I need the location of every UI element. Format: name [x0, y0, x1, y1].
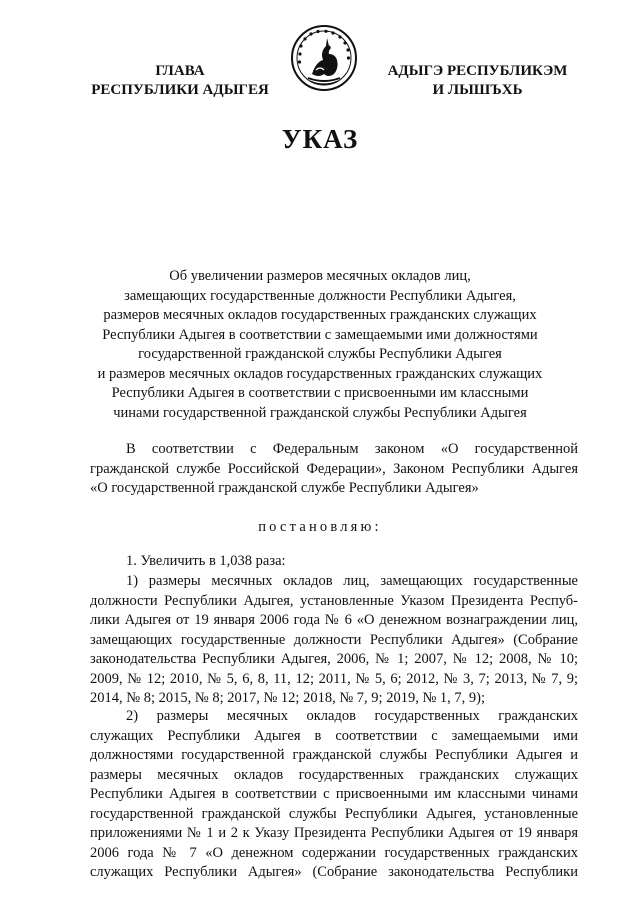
- title-line: замещающих государственные должности Республики Адыгея,: [124, 287, 516, 304]
- item-1-line: 1. Увеличить в 1,038 раза:: [126, 553, 286, 569]
- title-line: чинами государственной гражданской службы Республики Адыгея: [113, 404, 527, 421]
- subitem-1-line: замещающих государственные должности Республики Адыгея» (Собрание: [90, 631, 578, 648]
- subitem-2-line: должностями государственной гражданской службы Республики Адыгея и: [90, 747, 578, 763]
- title-line: Республики Адыгея в соответствии с замещаемыми ими должностями: [102, 326, 538, 343]
- subitem-2-line: государственной гражданской службы Республики Адыгея, установленные: [90, 805, 578, 822]
- header-left: [80, 62, 280, 100]
- title-line: Об увеличении размеров месячных окладов лиц,: [169, 268, 471, 284]
- subitem-2-line: служащих Республики Адыгея» (Собрание законодательства Республики: [90, 864, 578, 880]
- preamble-line: В соответствии с Федеральным законом «О государственной: [126, 441, 578, 457]
- header-right: [375, 62, 580, 100]
- subitem-1-line: должности Республики Адыгея, установленные Указом Президента Респуб-: [90, 592, 578, 609]
- coat-of-arms-icon: [290, 24, 358, 92]
- document-type: УКАЗ: [281, 124, 359, 154]
- title-line: Республики Адыгея в соответствии с присвоенными им классными: [111, 385, 529, 401]
- title-line: и размеров месячных окладов государственных гражданских служащих: [97, 365, 543, 382]
- header-left-line-1: ГЛАВА: [155, 63, 205, 79]
- preamble-line: гражданской службе Российской Федерации», Законом Республики Адыгея: [90, 460, 578, 477]
- subitem-1-paragraph: [90, 572, 578, 709]
- subitem-1-line: законодательства Республики Адыгея, 2006, № 1; 2007, № 12; 2008, № 10;: [90, 651, 578, 667]
- header-right-line-2: И ЛЫШЪХЬ: [432, 82, 523, 98]
- title-line: государственной гражданской службы Республики Адыгея: [138, 346, 502, 362]
- subitem-2-line: 2) размеры месячных окладов государственных гражданских: [126, 708, 578, 724]
- decree-title: [60, 267, 580, 423]
- subitem-2-line: служащих Республики Адыгея в соответствии с замещаемыми ими: [90, 727, 578, 744]
- subitem-2-line: приложениями № 1 и 2 к Указу Президента Республики Адыгея от 19 января: [90, 825, 578, 841]
- preamble-line: «О государственной гражданской службе Республики Адыгея»: [90, 480, 479, 496]
- subitem-1-line: лики Адыгея от 19 января 2006 года № 6 «О денежном вознаграждении лиц,: [90, 612, 578, 628]
- header-right-line-1: АДЫГЭ РЕСПУБЛИКЭМ: [387, 63, 568, 79]
- item-1: [90, 552, 578, 572]
- title-line: размеров месячных окладов государственных гражданских служащих: [103, 307, 537, 323]
- subitem-1-line: 2014, № 8; 2015, № 8; 2017, № 12; 2018, № 7, 9; 2019, № 1, 7, 9);: [90, 690, 486, 706]
- decree-word: постановляю:: [258, 519, 382, 535]
- subitem-2-line: размеры месячных окладов государственных гражданских служащих: [90, 766, 578, 783]
- subitem-2-line: 2006 года № 7 «О денежном содержании государственных гражданских: [90, 844, 578, 861]
- preamble-paragraph: [90, 440, 578, 499]
- header-left-line-2: РЕСПУБЛИКИ АДЫГЕЯ: [91, 82, 269, 98]
- subitem-2-paragraph: [90, 707, 578, 883]
- subitem-2-line: Республики Адыгея в соответствии с присвоенными им классными чинами: [90, 786, 578, 802]
- subitem-1-line: 1) размеры месячных окладов лиц, замещающих государственные: [126, 573, 578, 589]
- subitem-1-line: 2009, № 12; 2010, № 5, 6, 8, 11, 12; 2011, № 5, 6; 2012, № 3, 7; 2013, № 7, 9;: [90, 670, 578, 687]
